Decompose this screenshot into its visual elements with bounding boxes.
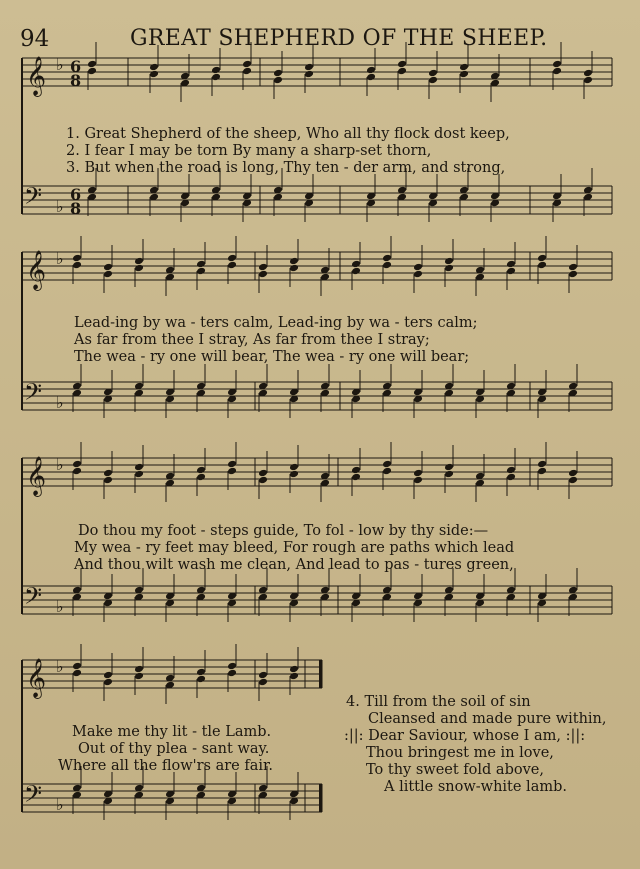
svg-text:𝄢: 𝄢 xyxy=(24,780,43,813)
verse4-line-1: 4. Till from the soil of sin xyxy=(346,694,531,710)
verse4-line-5: To thy sweet fold above, xyxy=(366,762,544,778)
svg-text:♭: ♭ xyxy=(56,657,64,676)
svg-text:♭: ♭ xyxy=(56,393,64,412)
verse4-line-6: A little snow-white lamb. xyxy=(384,779,567,795)
system1-verse2-lyric: 2. I fear I may be torn By many a sharp-set thorn, xyxy=(66,143,432,159)
svg-text:𝄞: 𝄞 xyxy=(26,56,47,96)
system3-verse1-lyric: Do thou my foot - steps guide, To fol - low by thy side:— xyxy=(78,523,489,539)
system2-verse1-lyric: Lead-ing by wa - ters calm, Lead-ing by wa - ters calm; xyxy=(74,315,478,331)
verse4-line-2: Cleansed and made pure within, xyxy=(368,711,607,727)
system3-verse2-lyric: My wea - ry feet may bleed, For rough are paths which lead xyxy=(74,540,515,556)
svg-text:8: 8 xyxy=(70,199,82,218)
verse4-line-3: :||: Dear Saviour, whose I am, :||: xyxy=(344,728,586,744)
svg-text:♭: ♭ xyxy=(56,249,64,268)
svg-text:𝄞: 𝄞 xyxy=(26,658,47,698)
svg-text:𝄢: 𝄢 xyxy=(24,582,43,615)
system2-verse2-lyric: As far from thee I stray, As far from thee I stray; xyxy=(74,332,430,348)
svg-text:♭: ♭ xyxy=(56,597,64,616)
svg-text:♭: ♭ xyxy=(56,455,64,474)
svg-text:♭: ♭ xyxy=(56,55,64,74)
svg-text:6: 6 xyxy=(70,57,82,76)
svg-text:♭: ♭ xyxy=(56,795,64,814)
system4-verse2-lyric: Out of thy plea - sant way. xyxy=(78,741,270,757)
svg-text:𝄞: 𝄞 xyxy=(26,250,47,290)
page-number: 94 xyxy=(20,26,50,52)
svg-text:𝄢: 𝄢 xyxy=(24,182,43,215)
svg-text:8: 8 xyxy=(70,71,82,90)
system3-verse3-lyric: And thou wilt wash me clean, And lead to pas - tures green, xyxy=(74,557,514,573)
system1-verse1-lyric: 1. Great Shepherd of the sheep, Who all thy flock dost keep, xyxy=(66,126,510,142)
svg-text:6: 6 xyxy=(70,185,82,204)
verse4-line-4: Thou bringest me in love, xyxy=(366,745,554,761)
svg-text:𝄞: 𝄞 xyxy=(26,456,47,496)
system2-verse3-lyric: The wea - ry one will bear, The wea - ry one will bear; xyxy=(74,349,470,365)
system4-verse3-lyric: Where all the flow'rs are fair. xyxy=(58,758,273,774)
hymn-title: GREAT SHEPHERD OF THE SHEEP. xyxy=(130,26,548,51)
system1-verse3-lyric: 3. But when the road is long, Thy ten - der arm, and strong, xyxy=(66,160,506,176)
svg-text:𝄢: 𝄢 xyxy=(24,378,43,411)
system4-verse1-lyric: Make me thy lit - tle Lamb. xyxy=(72,724,272,740)
svg-text:♭: ♭ xyxy=(56,197,64,216)
